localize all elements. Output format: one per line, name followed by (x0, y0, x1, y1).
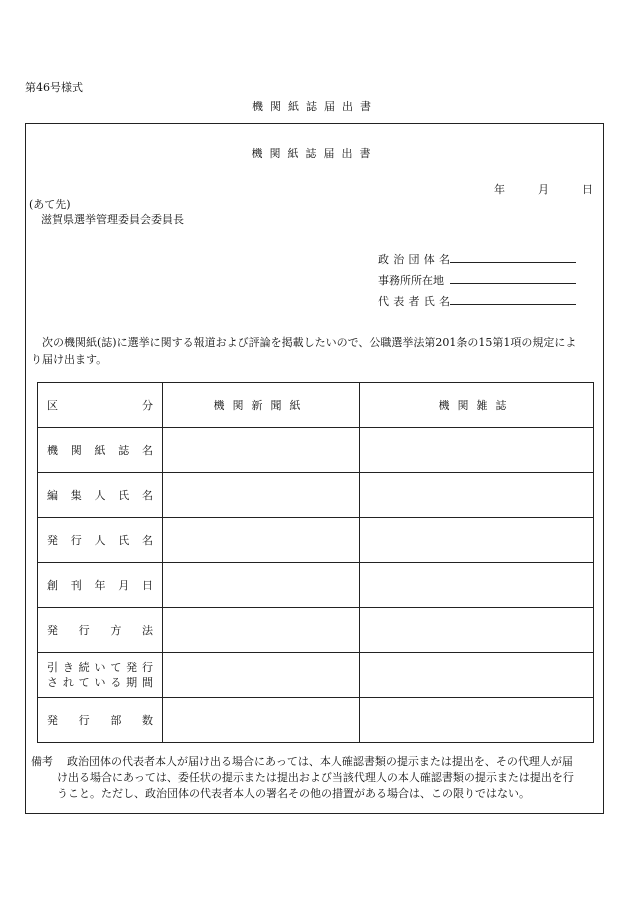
magazine-cell[interactable] (360, 563, 594, 608)
table-header-row (38, 383, 594, 428)
table-row (38, 653, 594, 698)
table-row (38, 563, 594, 608)
row-label-line-1: 引き続いて発行 (47, 661, 153, 674)
remarks-line-1: 政治団体の代表者本人が届け出る場合にあっては、本人確認書類の提示または提出を、その代理人が届 (67, 755, 573, 768)
magazine-cell[interactable] (360, 653, 594, 698)
to-label: (あて先) (29, 198, 71, 211)
magazine-cell[interactable] (360, 608, 594, 653)
org-name-row (378, 251, 576, 267)
table-row (38, 428, 594, 473)
org-name-field[interactable] (450, 251, 576, 263)
office-address-label: 事務所所在地 (378, 274, 444, 287)
representative-field[interactable] (450, 293, 576, 305)
office-address-row (378, 272, 576, 288)
row-label: 発行方法 (38, 608, 163, 653)
registration-table (37, 382, 594, 743)
table-row (38, 698, 594, 743)
form-title: 機関紙誌届出書 (251, 147, 378, 160)
row-label: 発行人氏名 (38, 518, 163, 563)
row-label-two-line (38, 653, 163, 698)
date-day: 日 (582, 183, 593, 196)
newspaper-cell[interactable] (163, 518, 360, 563)
form-number: 第46号様式 (25, 81, 83, 94)
newspaper-cell[interactable] (163, 698, 360, 743)
magazine-cell[interactable] (360, 698, 594, 743)
remarks (31, 754, 603, 802)
newspaper-cell[interactable] (163, 653, 360, 698)
row-label-line-2: されている期間 (47, 676, 153, 689)
office-address-field[interactable] (450, 272, 576, 284)
header-newspaper: 機関新聞紙 (163, 383, 360, 428)
newspaper-cell[interactable] (163, 563, 360, 608)
newspaper-cell[interactable] (163, 608, 360, 653)
row-label: 編集人氏名 (38, 473, 163, 518)
representative-row (378, 293, 576, 309)
magazine-cell[interactable] (360, 428, 594, 473)
date-line (494, 183, 593, 197)
magazine-cell[interactable] (360, 473, 594, 518)
body-text (31, 334, 601, 368)
outer-title: 機関紙誌届出書 (252, 100, 378, 113)
row-label: 機関紙誌名 (38, 428, 163, 473)
remarks-line-2: け出る場合にあっては、委任状の提示または提出および当該代理人の本人確認書類の提示または提出を行 (57, 771, 574, 784)
newspaper-cell[interactable] (163, 473, 360, 518)
date-year: 年 (494, 183, 505, 196)
date-month: 月 (538, 183, 549, 196)
addressee: 滋賀県選挙管理委員会委員長 (41, 213, 184, 226)
newspaper-cell[interactable] (163, 428, 360, 473)
org-name-label: 政治団体名 (378, 253, 450, 266)
body-line-1: 次の機関紙(誌)に選挙に関する報道および評論を掲載したいので、公職選挙法第201条の15第1項の規定によ (42, 336, 577, 349)
magazine-cell[interactable] (360, 518, 594, 563)
header-magazine: 機関雑誌 (360, 383, 594, 428)
header-category: 区分 (38, 383, 163, 428)
table-row (38, 473, 594, 518)
table-row (38, 608, 594, 653)
remarks-label: 備考 (31, 755, 53, 768)
representative-label: 代表者氏名 (378, 295, 450, 308)
row-label: 発行部数 (38, 698, 163, 743)
row-label: 創刊年月日 (38, 563, 163, 608)
remarks-line-3: うこと。ただし、政治団体の代表者本人の署名その他の措置がある場合は、この限りではない。 (57, 787, 530, 800)
table-row (38, 518, 594, 563)
body-line-2: り届け出ます。 (31, 353, 108, 366)
